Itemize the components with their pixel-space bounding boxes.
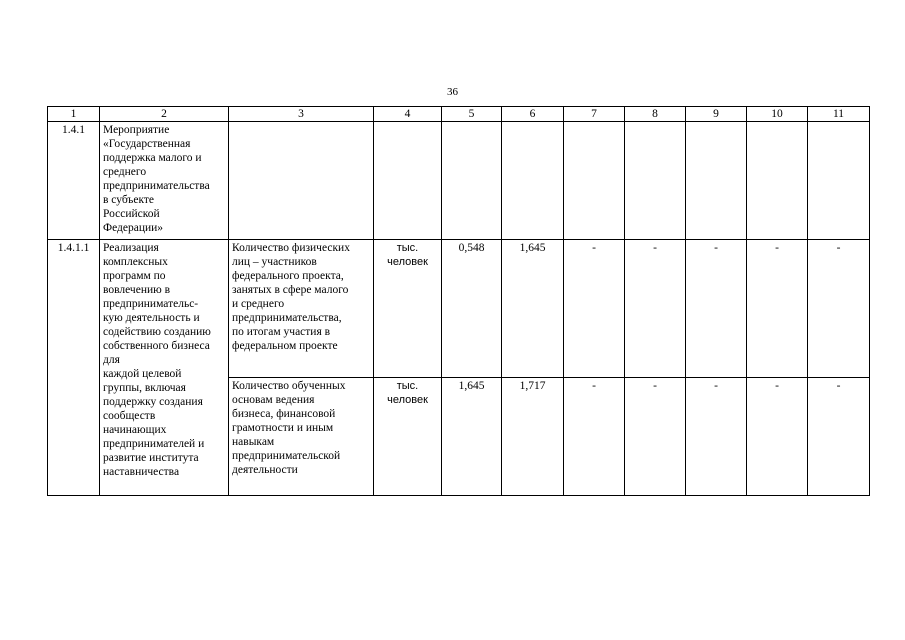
page-number: 36 [447,86,458,98]
header-col-8: 8 [625,107,686,122]
value-cell: - [808,378,870,496]
value-cell: - [747,240,808,378]
empty-cell [442,122,502,240]
value-cell: - [625,378,686,496]
header-col-11: 11 [808,107,870,122]
empty-cell [808,122,870,240]
header-col-2: 2 [100,107,229,122]
empty-cell [502,122,564,240]
row-number: 1.4.1 [48,122,100,240]
unit-cell: тыс. человек [374,240,442,378]
header-col-6: 6 [502,107,564,122]
value-cell: - [747,378,808,496]
table-row [48,122,870,240]
value-cell: 0,548 [442,240,502,378]
measure-name [100,240,229,496]
header-col-10: 10 [747,107,808,122]
header-col-4: 4 [374,107,442,122]
header-col-1: 1 [48,107,100,122]
header-col-5: 5 [442,107,502,122]
empty-cell [747,122,808,240]
header-col-7: 7 [564,107,625,122]
value-cell: - [808,240,870,378]
value-cell: 1,645 [502,240,564,378]
empty-cell [686,122,747,240]
unit-cell: тыс. человек [374,378,442,496]
empty-cell [625,122,686,240]
value-cell: - [564,378,625,496]
empty-cell [564,122,625,240]
value-cell: - [686,240,747,378]
header-col-9: 9 [686,107,747,122]
header-col-3: 3 [229,107,374,122]
empty-cell [374,122,442,240]
indicator-name: Количество обученных основам ведения бизнеса, финансовой грамотности и иным навыкам предпринимательской деятельности [229,378,374,496]
value-cell: - [686,378,747,496]
indicator-name: Количество физических лиц – участников федерального проекта, занятых в сфере малого и среднего предпринимательства, по итогам участия в федеральном проекте [229,240,374,378]
indicators-table [47,106,870,496]
empty-cell [229,122,374,240]
measure-name: Мероприятие «Государственная поддержка малого и среднего предпринимательства в субъекте Российской Федерации» [100,122,229,240]
value-cell: 1,717 [502,378,564,496]
row-number: 1.4.1.1 [48,240,100,496]
measure-name-part: каждой целевой группы, включая поддержку создания сообществ начинающих предпринимателей и развитие института наставничества [103,368,205,478]
header-row [48,107,870,122]
measure-name-part: Реализация комплексных программ по вовлечению в предпринимательс- кую деятельность и содействию созданию собственного бизнеса для [103,242,211,366]
value-cell: - [564,240,625,378]
value-cell: - [625,240,686,378]
value-cell: 1,645 [442,378,502,496]
table-row [48,240,870,378]
